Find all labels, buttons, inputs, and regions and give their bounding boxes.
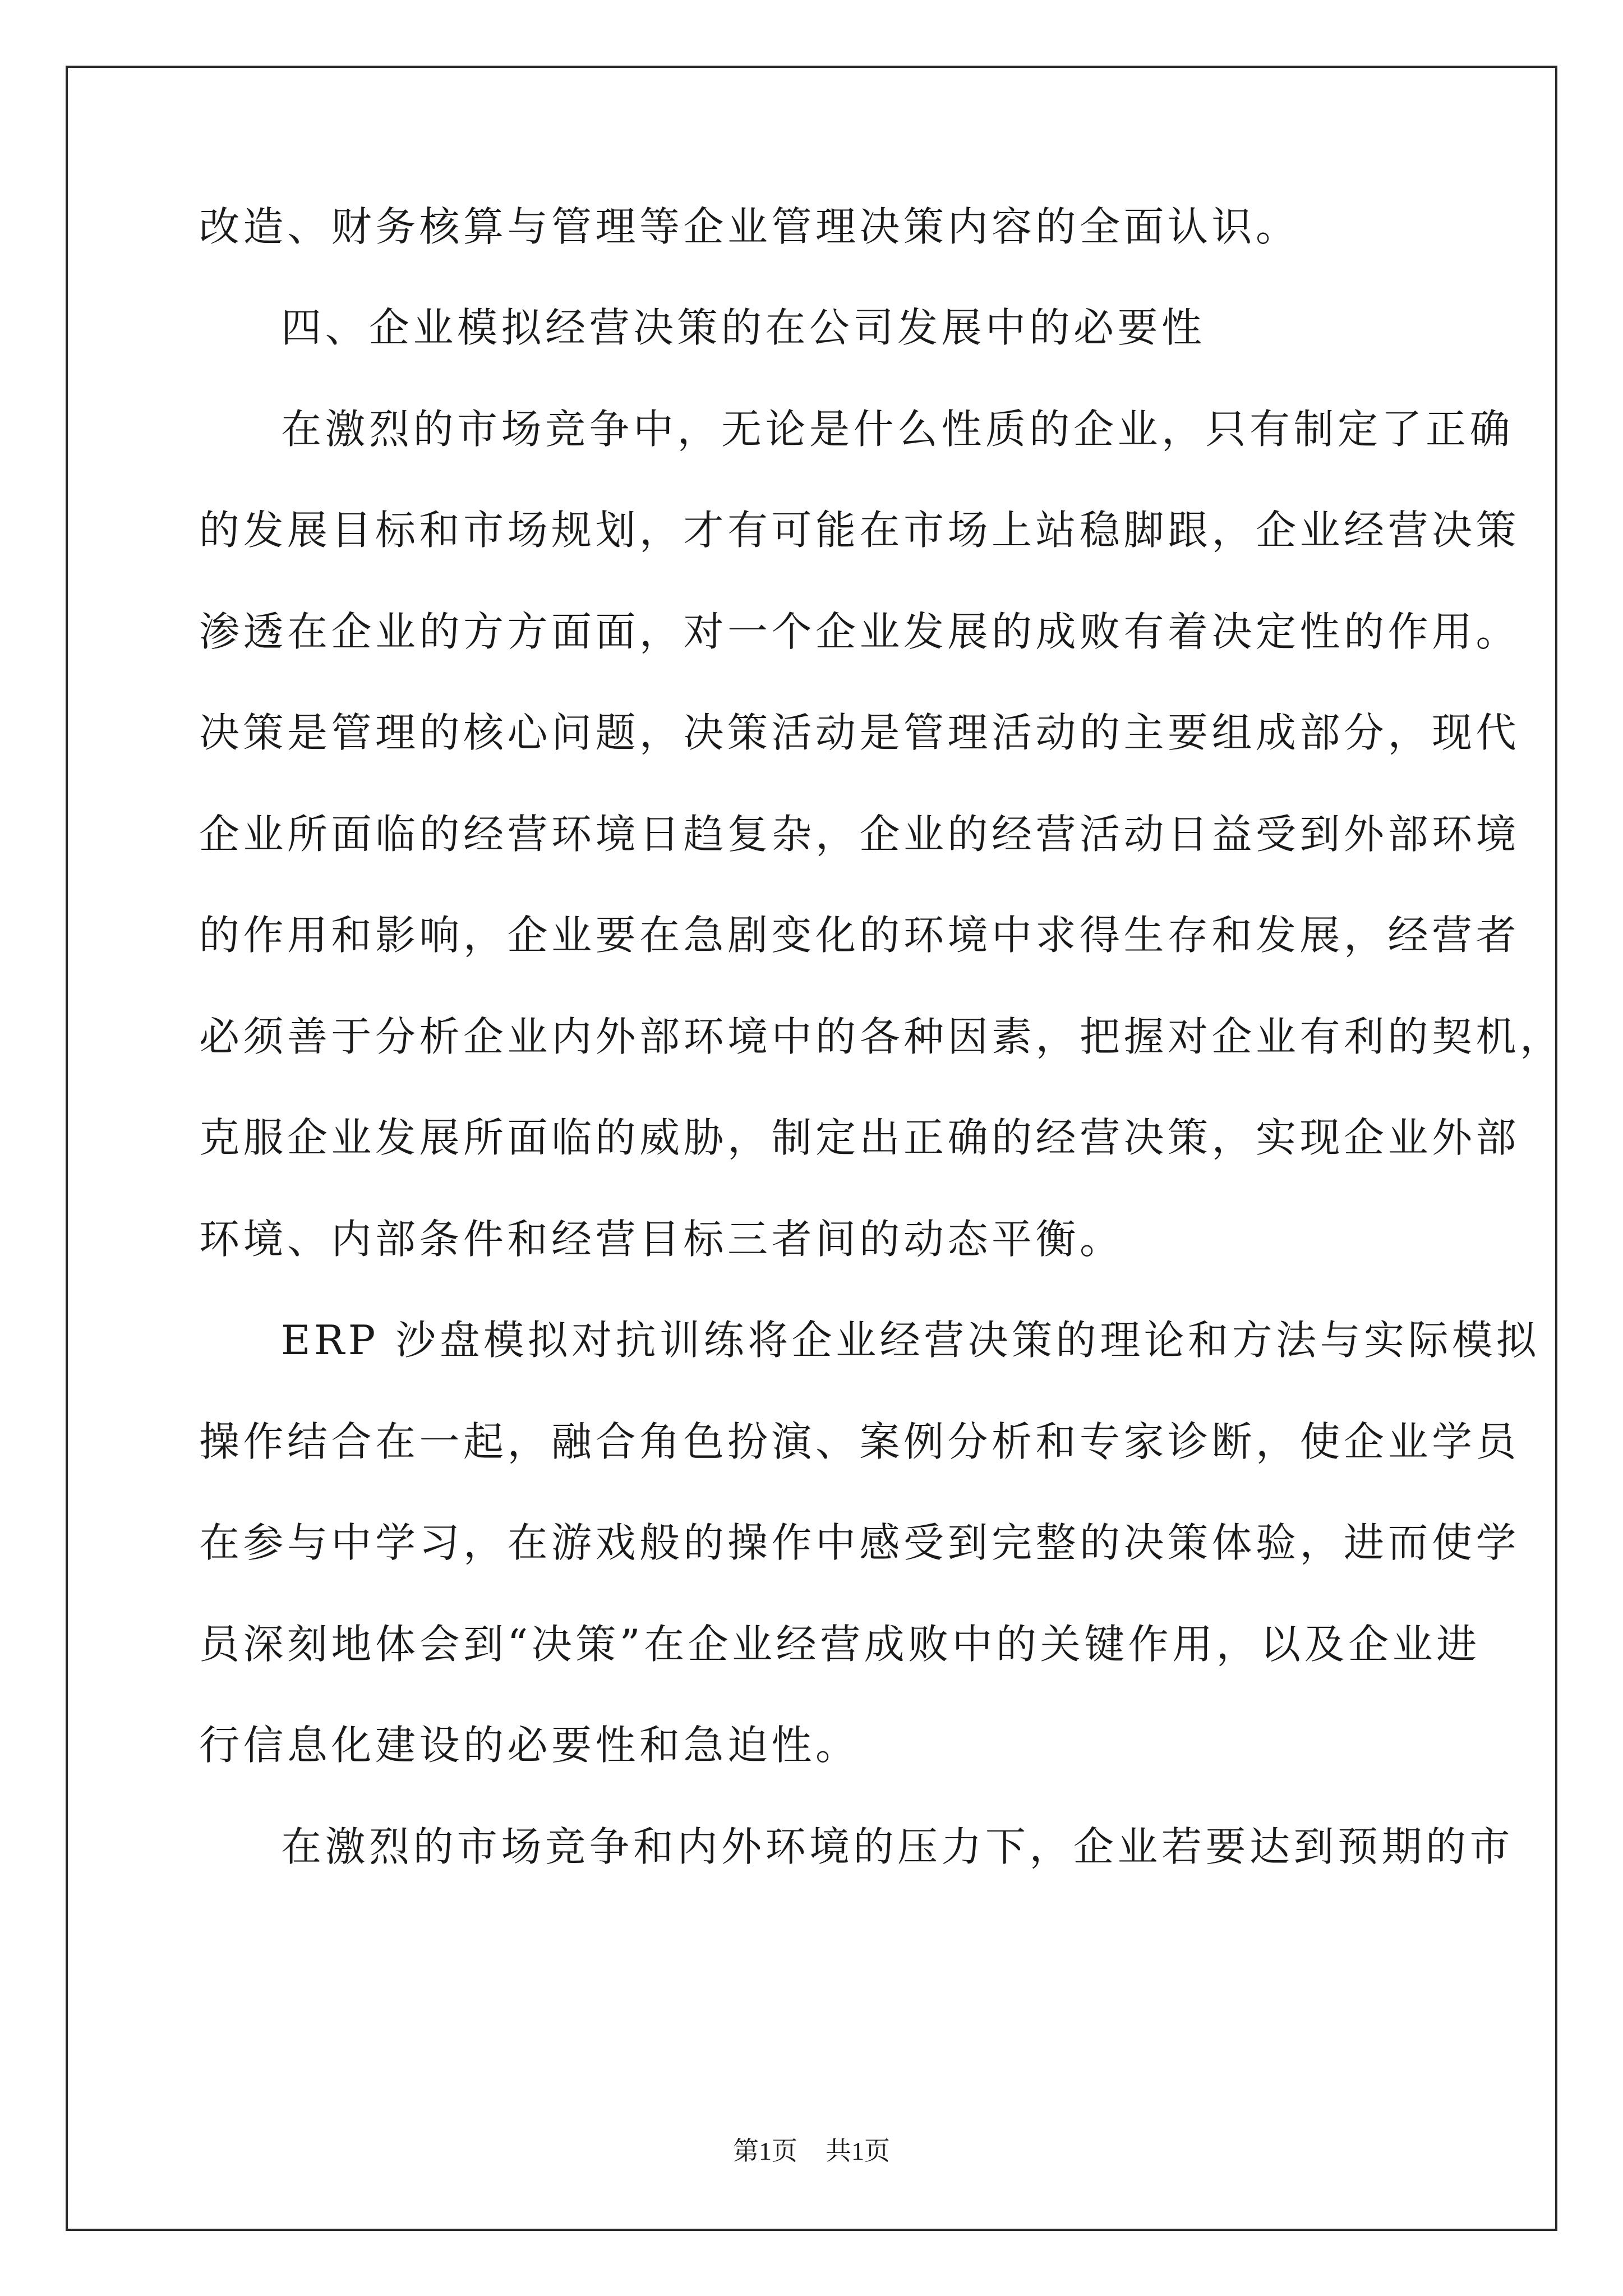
text-line: 环境、内部条件和经营目标三者间的动态平衡。	[199, 1216, 1124, 1263]
text-line: 渗透在企业的方方面面，对一个企业发展的成败有着决定性的作用。	[199, 608, 1520, 655]
page-total: 共1页	[826, 2137, 890, 2165]
text-line: 在参与中学习，在游戏般的操作中感受到完整的决策体验，进而使学	[199, 1519, 1520, 1566]
text-line: 克服企业发展所面临的威胁，制定出正确的经营决策，实现企业外部	[199, 1114, 1520, 1161]
text-line: 的作用和影响，企业要在急剧变化的环境中求得生存和发展，经营者	[199, 912, 1520, 959]
text-line: 操作结合在一起，融合角色扮演、案例分析和专家诊断，使企业学员	[199, 1418, 1520, 1465]
text-line: ERP 沙盘模拟对抗训练将企业经营决策的理论和方法与实际模拟	[281, 1317, 1541, 1364]
page-number: 第1页	[733, 2137, 797, 2165]
text-line: 企业所面临的经营环境日趋复杂，企业的经营活动日益受到外部环境	[199, 811, 1520, 858]
text-line: 行信息化建设的必要性和急迫性。	[199, 1722, 860, 1769]
text-line: 决策是管理的核心问题，决策活动是管理活动的主要组成部分，现代	[199, 709, 1520, 756]
text-line: 员深刻地体会到“决策”在企业经营成败中的关键作用，以及企业进	[199, 1621, 1481, 1668]
text-line: 的发展目标和市场规划，才有可能在市场上站稳脚跟，企业经营决策	[199, 507, 1520, 554]
text-line: 在激烈的市场竞争中，无论是什么性质的企业，只有制定了正确	[281, 406, 1514, 453]
text-line: 改造、财务核算与管理等企业管理决策内容的全面认识。	[199, 203, 1300, 250]
page-footer	[0, 2134, 1623, 2168]
text-line: 必须善于分析企业内外部环境中的各种因素，把握对企业有利的契机，	[199, 1013, 1564, 1060]
section-heading: 四、企业模拟经营决策的在公司发展中的必要性	[281, 304, 1206, 351]
text-line: 在激烈的市场竞争和内外环境的压力下，企业若要达到预期的市	[281, 1823, 1514, 1870]
